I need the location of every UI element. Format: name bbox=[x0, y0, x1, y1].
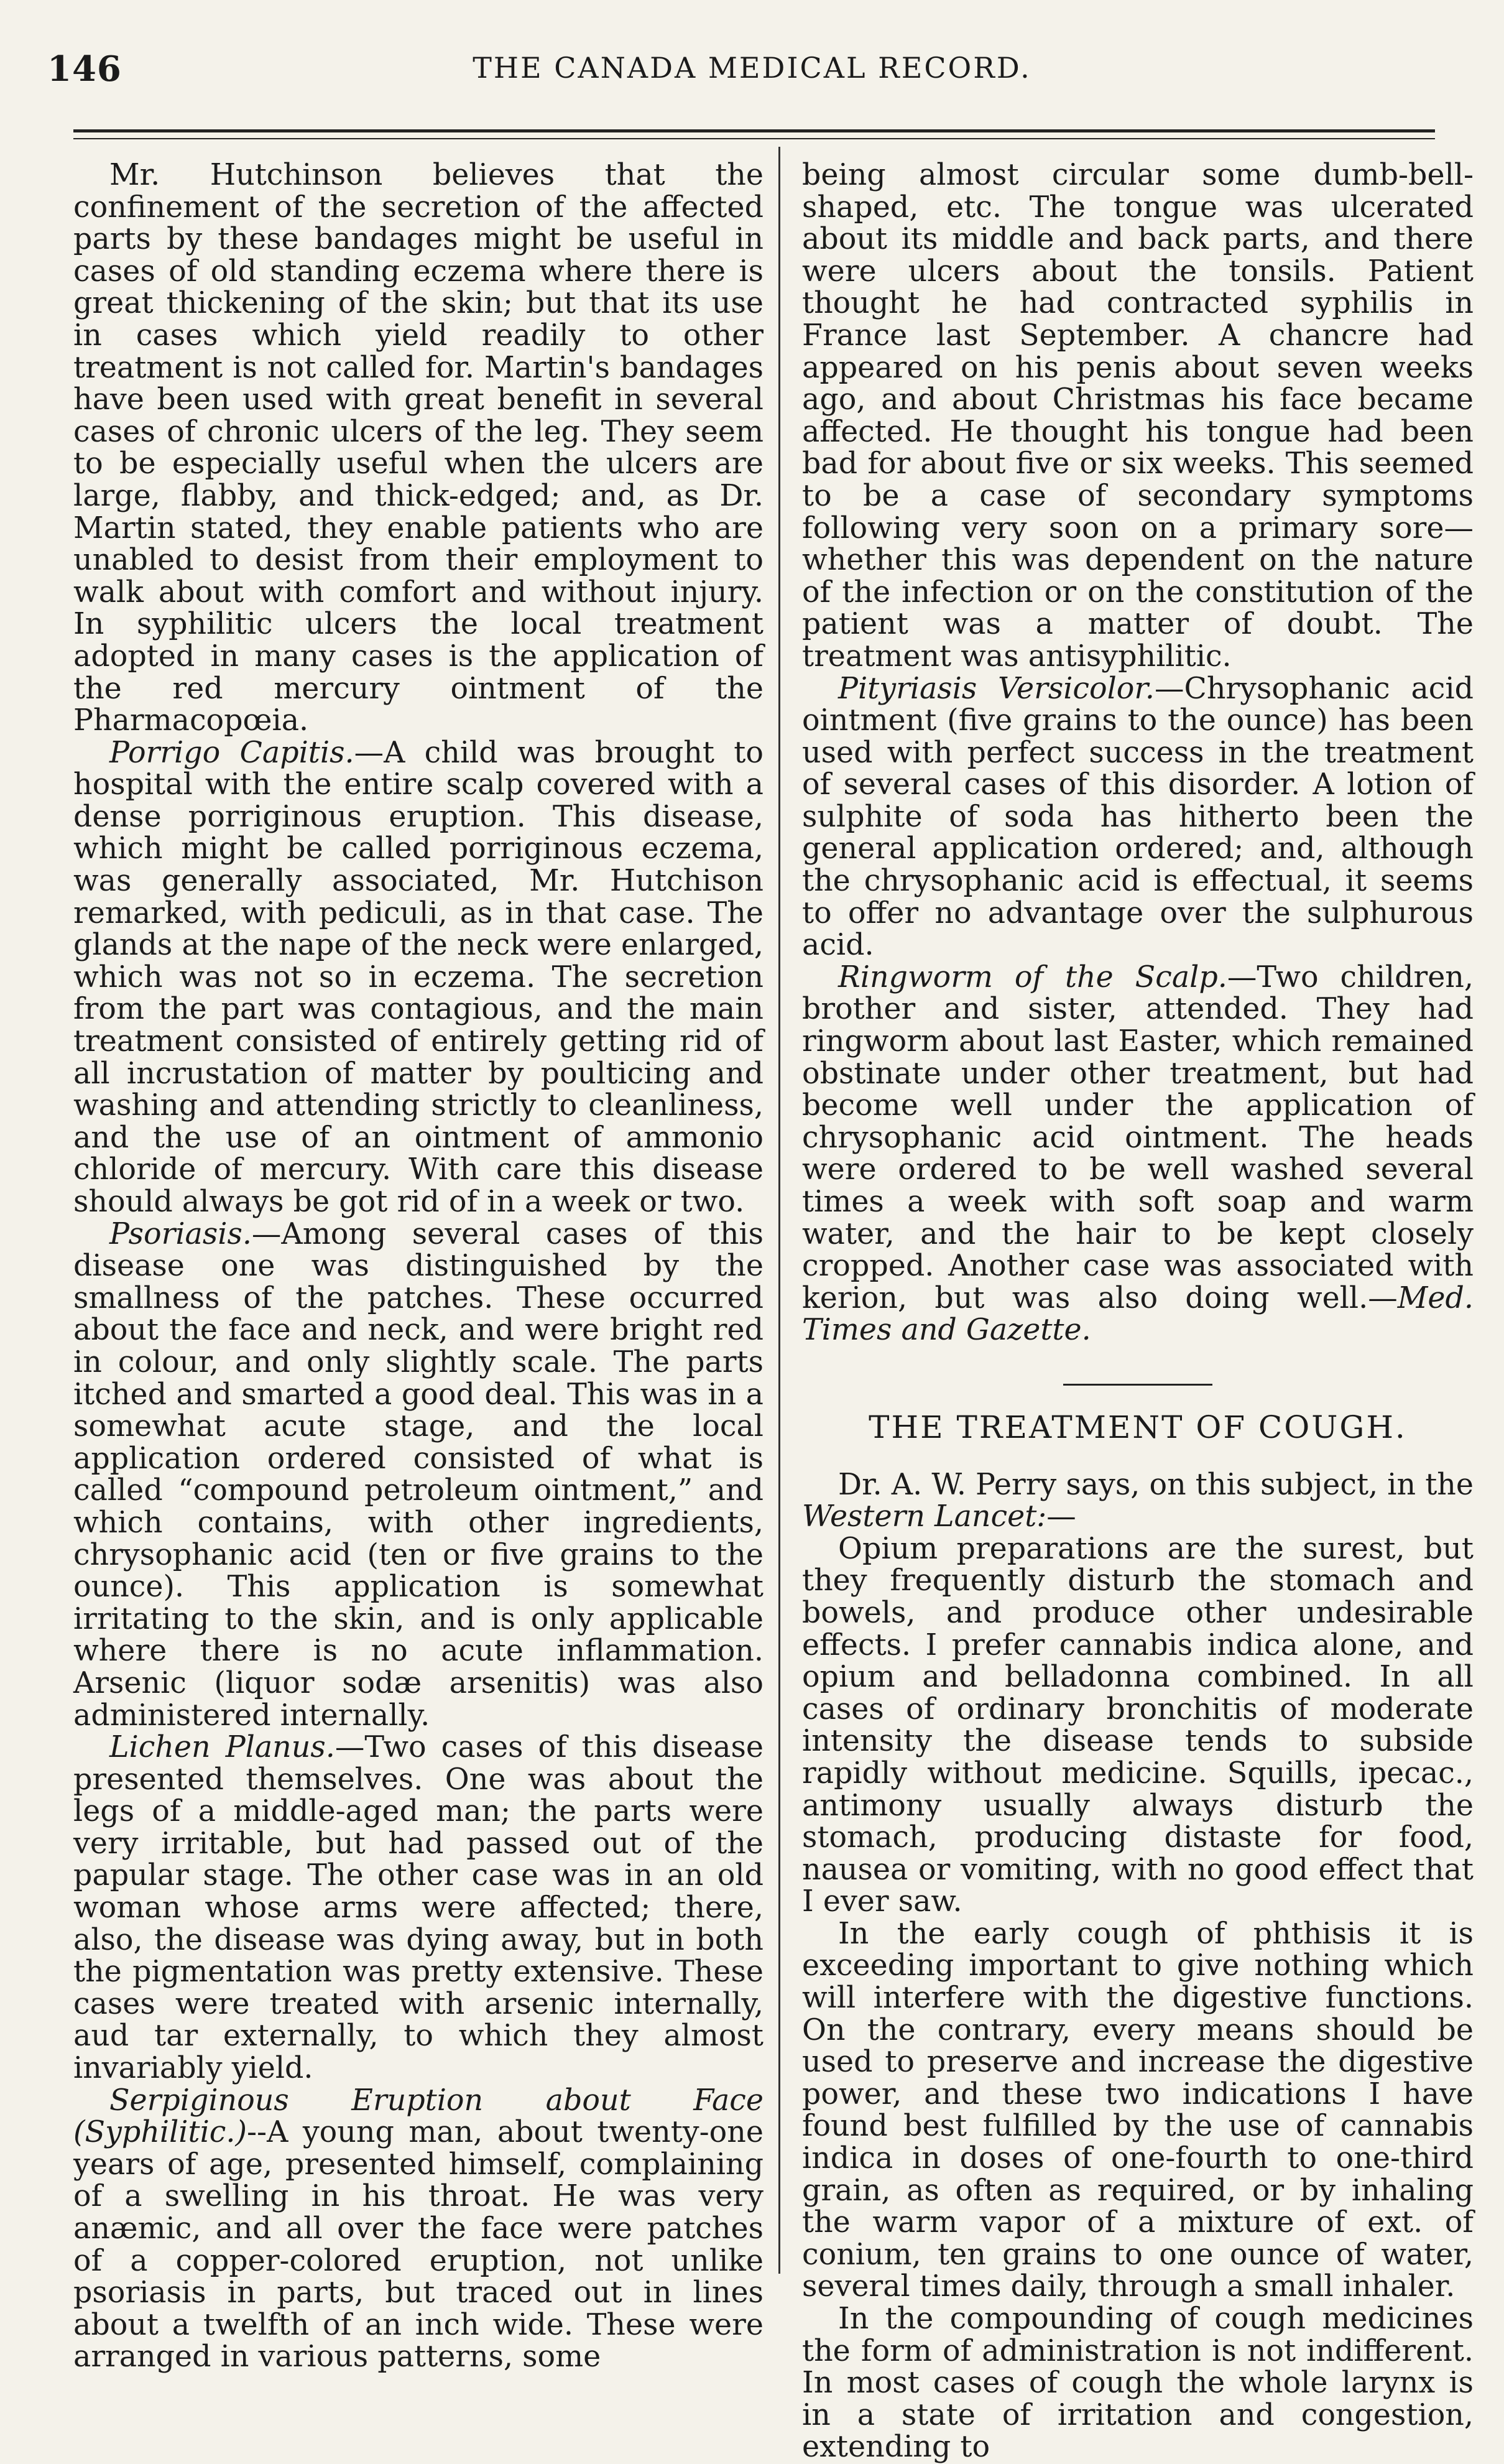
section-title: THE TREATMENT OF COUGH. bbox=[869, 1409, 1407, 1445]
text-lichen-planus: —Two cases of this disease presented themselves. One was about the legs of a middle-aged man; the parts were very irritable, but had passed out of the papular stage. The other case was in an old woman whose arms were affected; there, also, the disease was dying away, but in both the pigmentation was pretty extensive. These cases were treated with arsenic internally, aud tar externally, to which they almost invariably yield. bbox=[73, 1730, 764, 2086]
paragraph-cough-opium: Opium preparations are the surest, but they frequently disturb the stomach and bowels, and produce other undesirable effects. I prefer cannabis indica alone, and opium and belladonna combined. In all cases of ordinary bronchitis of moderate intensity the disease tends to subside rapidly without medicine. Squills, ipecac., antimony usually always disturb the stomach, producing distaste for food, nausea or vomiting, with no good effect that I ever saw. bbox=[802, 1531, 1474, 1919]
heading-serpiginous-eruption: Serpiginous Eruption about Face (Syphilitic.) bbox=[73, 2083, 764, 2150]
header-rule-thin bbox=[73, 138, 1435, 139]
text-pityriasis-versicolor: —Chrysophanic acid ointment (five grains to the ounce) has been used with perfect success in the treatment of several cases of this disorder. A lotion of sulphite of soda has hitherto been the general application ordered; and, although the chrysophanic acid is effectual, it seems to offer no advantage over the sulphurous acid. bbox=[802, 671, 1474, 963]
paragraph-lichen bbox=[73, 1731, 764, 2085]
text-cough-intro: Dr. A. W. Perry says, on this subject, in the bbox=[838, 1467, 1474, 1502]
text-ringworm: —Two children, brother and sister, attended. They had ringworm about last Easter, which remained obstinate under other treatment, but had become well under the application of chrysophanic acid ointment. The heads were ordered to be well washed several times a week with soft soap and warm water, and the hair to be kept closely cropped. Another case was associated with kerion, but was also doing well.— bbox=[802, 960, 1474, 1315]
paragraph-psoriasis bbox=[73, 1218, 764, 1732]
text-serpiginous-eruption: --A young man, about twenty-one years of age, presented himself, complaining of a swelling in his throat. He was very anæmic, and all over the face were patches of a copper-colored eruption, not unlike psoriasis in parts, but traced out in lines about a twelfth of an inch wide. These were arranged in various patterns, some bbox=[73, 2115, 764, 2374]
source-western-lancet: Western Lancet: bbox=[802, 1499, 1047, 1534]
paragraph-serpiginous bbox=[73, 2085, 764, 2373]
heading-lichen-planus: Lichen Planus. bbox=[109, 1730, 335, 1765]
paragraph-porrigo bbox=[73, 737, 764, 1218]
section-separator bbox=[1063, 1384, 1212, 1386]
column-divider bbox=[778, 147, 780, 2274]
paragraph-cough-phthisis: In the early cough of phthisis it is exceeding important to give nothing which will interfere with the digestive functions. On the contrary, every means should be used to preserve and increase the digestive power, and these two indications I have found best fulfilled by the use of cannabis indica in doses of one-fourth to one-third grain, as often as required, or by inhaling the warm vapor of a mixture of ext. of conium, ten grains to one ounce of water, several times daily, through a small inhaler. bbox=[802, 1916, 1474, 2304]
left-column bbox=[73, 159, 764, 2373]
paragraph-cough-compounding: In the compounding of cough medicines the form of administration is not indifferent. In most cases of cough the whole larynx is in a state of irritation and congestion, extending to bbox=[802, 2302, 1474, 2464]
page-number: 146 bbox=[47, 49, 122, 90]
text-psoriasis: —Among several cases of this disease one was distinguished by the smallness of the patches. These occurred about the face and neck, and were bright red in colour, and only slightly scale. The parts itched and smarted a good deal. This was in a somewhat acute stage, and the local application ordered consisted of what is called “compound petroleum ointment,” and which contains, with other ingredients, chrysophanic acid (ten or five grains to the ounce). This application is somewhat irritating to the skin, and is only applicable where there is no acute inflammation. Arsenic (liquor sodæ arsenitis) was also administered internally. bbox=[73, 1216, 764, 1733]
paragraph-bandages: Mr. Hutchinson believes that the confinement of the secretion of the affected parts by these bandages might be useful in cases of old standing eczema where there is great thickening of the skin; but that its use in cases which yield readily to other treatment is not called for. Martin's bandages have been used with great benefit in several cases of chronic ulcers of the leg. They seem to be especially useful when the ulcers are large, flabby, and thick-edged; and, as Dr. Martin stated, they enable patients who are unabled to desist from their employment to walk about with comfort and without injury. In syphilitic ulcers the local treatment adopted in many cases is the application of the red mercury ointment of the Pharmacopœia. bbox=[73, 158, 764, 738]
text-cough-intro-dash: — bbox=[1046, 1499, 1076, 1534]
paragraph-cough-intro bbox=[802, 1469, 1474, 1533]
source-citation: Med. Times and Gazette. bbox=[802, 1281, 1474, 1348]
heading-ringworm: Ringworm of the Scalp. bbox=[838, 960, 1227, 994]
paragraph-ringworm bbox=[802, 961, 1474, 1346]
text-porrigo-capitis: —A child was brought to hospital with the entire scalp covered with a dense porriginous eruption. This disease, which might be called porriginous eczema, was generally associated, Mr. Hutchison remarked, with pediculi, as in that case. The glands at the nape of the neck were enlarged, which was not so in eczema. The secretion from the part was contagious, and the main treatment consisted of entirely getting rid of all incrustation of matter by poulticing and washing and attending strictly to cleanliness, and the use of an ointment of ammonio chloride of mercury. With care this disease should always be got rid of in a week or two. bbox=[73, 735, 764, 1219]
header-rule bbox=[73, 129, 1435, 132]
right-column bbox=[802, 159, 1474, 2463]
heading-porrigo-capitis: Porrigo Capitis. bbox=[109, 735, 354, 770]
heading-pityriasis-versicolor: Pityriasis Versicolor. bbox=[838, 671, 1155, 706]
journal-title: THE CANADA MEDICAL RECORD. bbox=[473, 51, 1031, 85]
page-header bbox=[0, 49, 1504, 117]
heading-psoriasis: Psoriasis. bbox=[109, 1216, 252, 1251]
paragraph-syphilis-continued: being almost circular some dumb-bell-shaped, etc. The tongue was ulcerated about its middle and back parts, and there were ulcers about the tonsils. Patient thought he had contracted syphilis in France last September. A chancre had appeared on his penis about seven weeks ago, and about Christmas his face became affected. He thought his tongue had been bad for about five or six weeks. This seemed to be a case of secondary symptoms following very soon on a primary sore—whether this was dependent on the nature of the infection or on the constitution of the patient was a matter of doubt. The treatment was antisyphilitic. bbox=[802, 158, 1474, 674]
paragraph-pityriasis bbox=[802, 673, 1474, 961]
